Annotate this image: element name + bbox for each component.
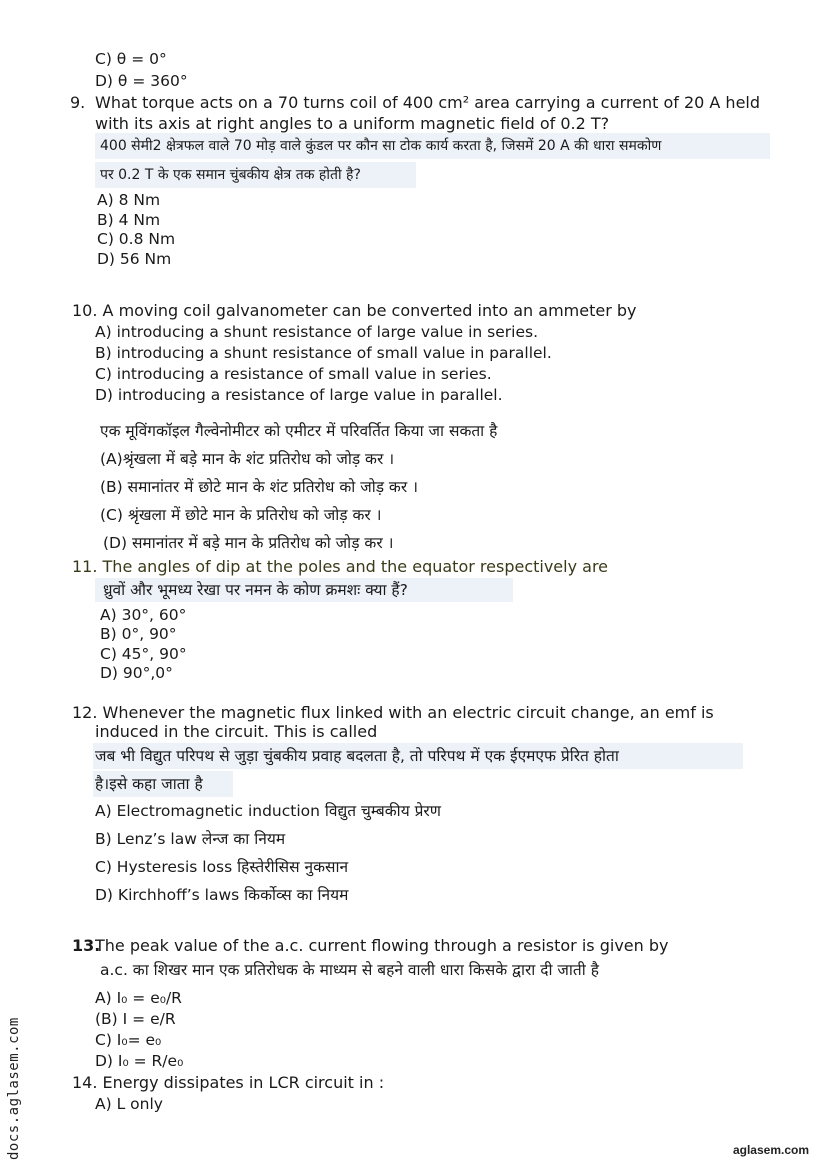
q10-hindi: एक मूविंगकॉइल गैल्वेनोमीटर को एमीटर में परिवर्तित किया जा सकता है (100, 422, 498, 440)
q9-option-d: D) 56 Nm (97, 250, 172, 268)
q13-option-a: A) I₀ = e₀/R (95, 989, 182, 1007)
q12-text-line2: induced in the circuit. This is called (95, 722, 378, 741)
q12-option-d: D) Kirchhoff’s laws किर्कोव्स का नियम (95, 886, 349, 904)
q10-option-d: D) introducing a resistance of large value in parallel. (95, 386, 503, 404)
q10-option-b: B) introducing a shunt resistance of small value in parallel. (95, 344, 552, 362)
q11-option-c: C) 45°, 90° (100, 645, 187, 663)
q14-text: 14. Energy dissipates in LCR circuit in : (72, 1073, 385, 1092)
q9-option-b: B) 4 Nm (97, 211, 161, 229)
side-watermark: docs.aglasem.com (6, 1017, 22, 1160)
q9-hindi-line1: 400 सेमी2 क्षेत्रफल वाले 70 मोड़ वाले कुंडल पर कौन सा टोक कार्य करता है, जिसमें 20 A की धारा समकोण (95, 133, 770, 159)
q10-option-a: A) introducing a shunt resistance of large value in series. (95, 323, 538, 341)
q10-hindi-option-a: (A)श्रृंखला में बड़े मान के शंट प्रतिरोध को जोड़ कर । (100, 450, 395, 468)
q12-option-b: B) Lenz’s law लेन्ज का नियम (95, 830, 286, 848)
q12-option-a: A) Electromagnetic induction विद्युत चुम्बकीय प्रेरण (95, 802, 441, 820)
q9-text-line1: What torque acts on a 70 turns coil of 400 cm² area carrying a current of 20 A held (95, 93, 761, 112)
q11-option-a: A) 30°, 60° (100, 606, 187, 624)
brand-watermark: aglasem.com (732, 1143, 809, 1157)
q9-text-line2: with its axis at right angles to a uniform magnetic field of 0.2 T? (95, 114, 610, 133)
q12-text-line1: 12. Whenever the magnetic flux linked with an electric circuit change, an emf is (72, 703, 714, 722)
q10-hindi-option-b: (B) समानांतर में छोटे मान के शंट प्रतिरोध को जोड़ कर । (100, 478, 418, 496)
q10-option-c: C) introducing a resistance of small value in series. (95, 365, 492, 383)
q12-hindi-line1: जब भी विद्युत परिपथ से जुड़ा चुंबकीय प्रवाह बदलता है, तो परिपथ में एक ईएमएफ प्रेरित होता (93, 743, 743, 769)
q12-option-c: C) Hysteresis loss हिस्तेरीसिस नुकसान (95, 858, 349, 876)
q8-option-c: C) θ = 0° (95, 50, 167, 68)
q11-option-b: B) 0°, 90° (100, 625, 177, 643)
q8-option-d: D) θ = 360° (95, 72, 188, 90)
q9-option-a: A) 8 Nm (97, 191, 161, 209)
q13-option-d: D) I₀ = R/e₀ (95, 1052, 184, 1070)
q10-hindi-option-d: (D) समानांतर में बड़े मान के प्रतिरोध को जोड़ कर । (103, 534, 394, 552)
q9-hindi-line2: पर 0.2 T के एक समान चुंबकीय क्षेत्र तक होती है? (95, 162, 416, 188)
q9-option-c: C) 0.8 Nm (97, 230, 176, 248)
q12-hindi-line2: है।इसे कहा जाता है (93, 771, 233, 797)
q13-option-b: (B) I = e/R (95, 1010, 176, 1028)
q10-text: 10. A moving coil galvanometer can be converted into an ammeter by (72, 301, 637, 320)
q13-text: The peak value of the a.c. current flowing through a resistor is given by (95, 936, 669, 955)
q13-number: 13. (72, 936, 101, 955)
q11-hindi: ध्रुवों और भूमध्य रेखा पर नमन के कोण क्रमशः क्या हैं? (95, 578, 513, 602)
q10-hindi-option-c: (C) श्रृंखला में छोटे मान के प्रतिरोध को जोड़ कर । (100, 506, 382, 524)
q11-option-d: D) 90°,0° (100, 664, 173, 682)
q9-number: 9. (70, 93, 86, 112)
q11-text: 11. The angles of dip at the poles and the equator respectively are (72, 557, 609, 576)
q14-option-a: A) L only (95, 1095, 163, 1113)
q13-option-c: C) I₀= e₀ (95, 1031, 162, 1049)
q13-hindi: a.c. का शिखर मान एक प्रतिरोधक के माध्यम से बहने वाली धारा किसके द्वारा दी जाती है (100, 961, 599, 979)
